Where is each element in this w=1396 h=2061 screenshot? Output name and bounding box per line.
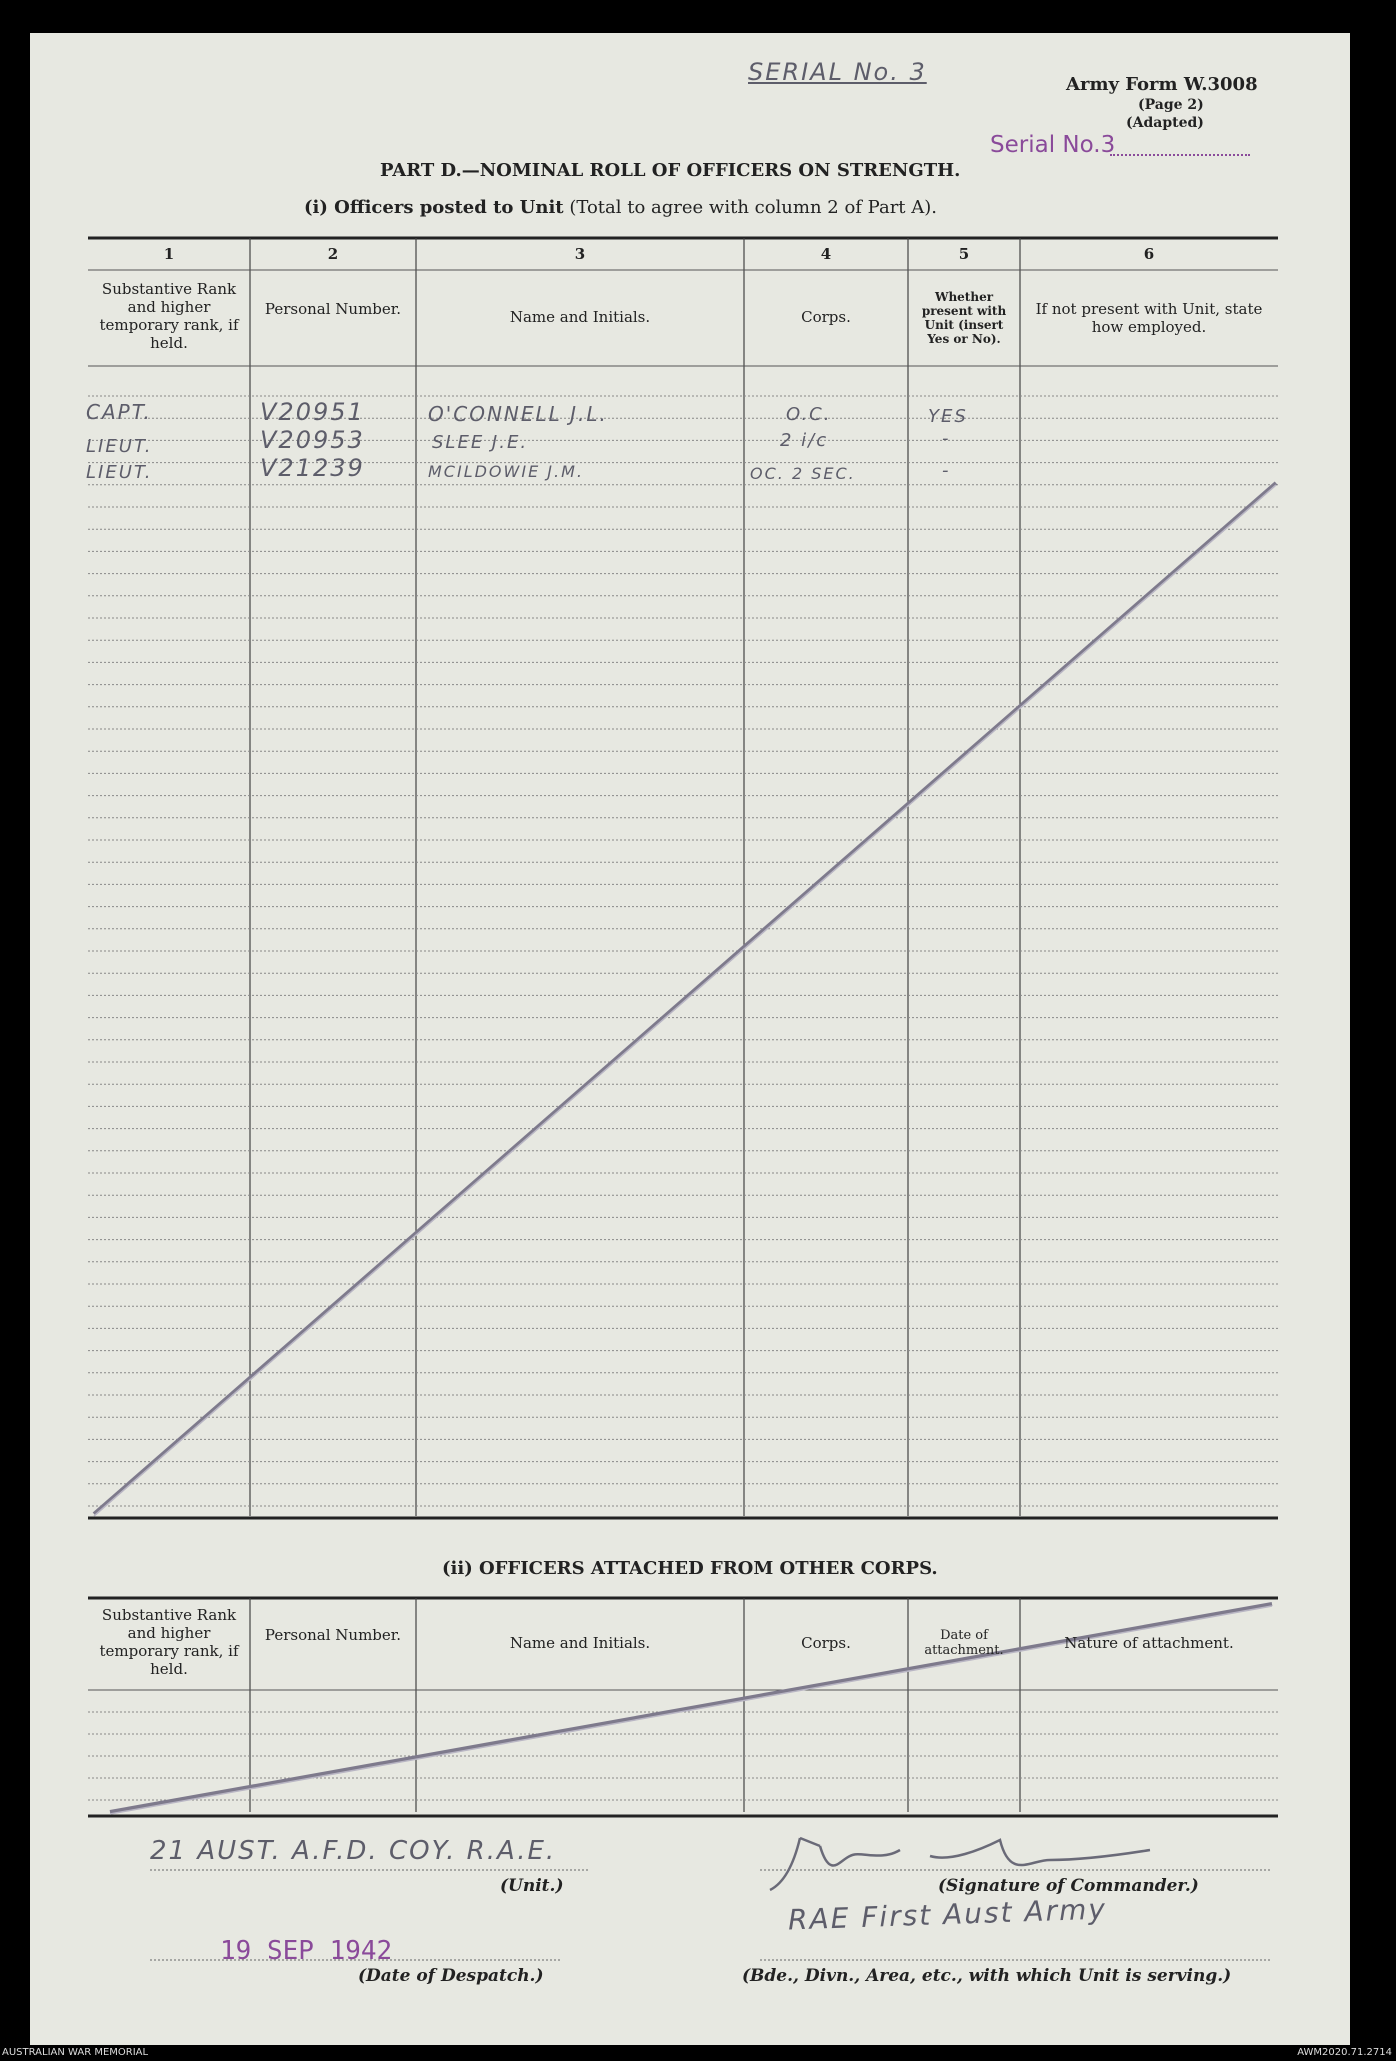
t1-row1-rank: CAPT.: [86, 400, 152, 424]
despatch-label: (Date of Despatch.): [358, 1966, 544, 1986]
serial-stamp-label: Serial No.: [990, 132, 1101, 158]
signature-label: (Signature of Commander.): [938, 1876, 1199, 1896]
t1-row1-corps: O.C.: [786, 404, 832, 425]
t1-header-rank: Substantive Rank and higher temporary rank, if held.: [99, 280, 239, 352]
archive-left-label: AUSTRALIAN WAR MEMORIAL: [2, 2047, 149, 2058]
col-number-5: 5: [958, 245, 970, 263]
t1-row2-name: SLEE J.E.: [432, 432, 529, 453]
t1-row2-number: V20953: [260, 426, 365, 454]
t1-header-present: Whether present with Unit (insert Yes or No).: [921, 290, 1007, 346]
col-number-3: 3: [574, 245, 586, 263]
archive-right-label: AWM2020.71.2714: [1297, 2047, 1392, 2058]
t1-row1-number: V20951: [260, 398, 365, 426]
col-number-6: 6: [1143, 245, 1155, 263]
form-page: (Page 2): [1138, 97, 1204, 113]
t2-header-number: Personal Number.: [264, 1626, 402, 1644]
serial-handwritten: SERIAL No. 3: [748, 58, 927, 86]
formation-label: (Bde., Divn., Area, etc., with which Unit is serving.): [742, 1966, 1232, 1986]
col-number-2: 2: [327, 245, 339, 263]
serial-stamp-value: 3: [1100, 132, 1116, 158]
formation-value: RAE First Aust Army: [787, 1892, 1108, 1937]
section1-subtitle: (Total to agree with column 2 of Part A).: [569, 197, 938, 218]
part-d-title: PART D.—NOMINAL ROLL OF OFFICERS ON STRENGTH.: [380, 160, 961, 181]
t2-header-nature: Nature of attachment.: [1064, 1634, 1234, 1652]
t2-header-rank: Substantive Rank and higher temporary rank, if held.: [99, 1606, 239, 1678]
t2-header-date: Date of attachment.: [924, 1628, 1004, 1658]
unit-label: (Unit.): [500, 1876, 564, 1896]
t1-row3-number: V21239: [260, 454, 365, 482]
t1-header-name: Name and Initials.: [509, 308, 651, 326]
form-title: Army Form W.3008: [1066, 74, 1258, 95]
t1-row1-present: YES: [928, 406, 968, 427]
t1-row2-present: -: [942, 428, 951, 449]
section2-title: (ii) OFFICERS ATTACHED FROM OTHER CORPS.: [442, 1558, 938, 1579]
unit-value: 21 AUST. A.F.D. COY. R.A.E.: [150, 1836, 557, 1866]
section1-title: (i) Officers posted to Unit: [304, 197, 564, 218]
t1-header-employed: If not present with Unit, state how employed.: [1035, 300, 1263, 336]
t2-header-corps: Corps.: [801, 1634, 851, 1652]
t1-row3-name: MCILDOWIE J.M.: [428, 462, 584, 481]
t1-row3-present: -: [942, 460, 951, 481]
col-number-4: 4: [820, 245, 832, 263]
t1-row3-rank: LIEUT.: [86, 462, 153, 483]
form-adapted: (Adapted): [1126, 115, 1204, 131]
t1-header-number: Personal Number.: [264, 300, 402, 318]
t1-header-corps: Corps.: [801, 308, 851, 326]
despatch-date-stamp: 19 SEP 1942: [220, 1936, 393, 1966]
archive-footer: [0, 2045, 1396, 2061]
col-number-1: 1: [163, 245, 175, 263]
t1-row2-rank: LIEUT.: [86, 436, 153, 457]
t2-header-name: Name and Initials.: [509, 1634, 651, 1652]
t1-row1-name: O'CONNELL J.L.: [428, 402, 608, 426]
t1-row3-corps: OC. 2 SEC.: [750, 464, 856, 483]
t1-row2-corps: 2 i/c: [780, 430, 829, 451]
